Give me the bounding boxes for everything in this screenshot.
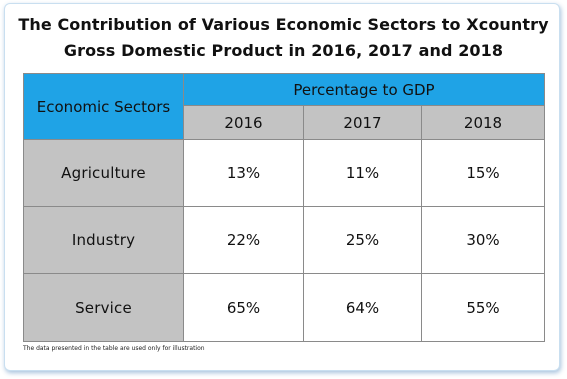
table-cell: 13% xyxy=(184,140,304,207)
title-line-2: Gross Domestic Product in 2016, 2017 and 2018 xyxy=(63,41,504,60)
table-cell: 65% xyxy=(184,274,304,342)
table-cell: 64% xyxy=(304,274,422,342)
table-cell: 11% xyxy=(304,140,422,207)
table-cell: 55% xyxy=(422,274,545,342)
table-row xyxy=(24,207,545,274)
title-line-1: The Contribution of Various Economic Sectors to Xcountry xyxy=(18,15,549,34)
table-row xyxy=(24,274,545,342)
row-header-economic-sectors: Economic Sectors xyxy=(24,74,184,140)
header-row-top xyxy=(24,74,545,106)
table-cell: 22% xyxy=(184,207,304,274)
column-header-year: 2016 xyxy=(184,106,304,140)
row-label-industry: Industry xyxy=(24,207,184,274)
table-cell: 15% xyxy=(422,140,545,207)
column-header-year: 2018 xyxy=(422,106,545,140)
row-label-service: Service xyxy=(24,274,184,342)
footnote: The data presented in the table are used only for illustration xyxy=(23,345,205,352)
table-cell: 25% xyxy=(304,207,422,274)
table-row xyxy=(24,140,545,207)
gdp-table xyxy=(23,73,545,342)
table-cell: 30% xyxy=(422,207,545,274)
group-header-percentage-to-gdp: Percentage to GDP xyxy=(184,74,545,106)
row-label-agriculture: Agriculture xyxy=(24,140,184,207)
table-title xyxy=(0,12,567,64)
column-header-year: 2017 xyxy=(304,106,422,140)
